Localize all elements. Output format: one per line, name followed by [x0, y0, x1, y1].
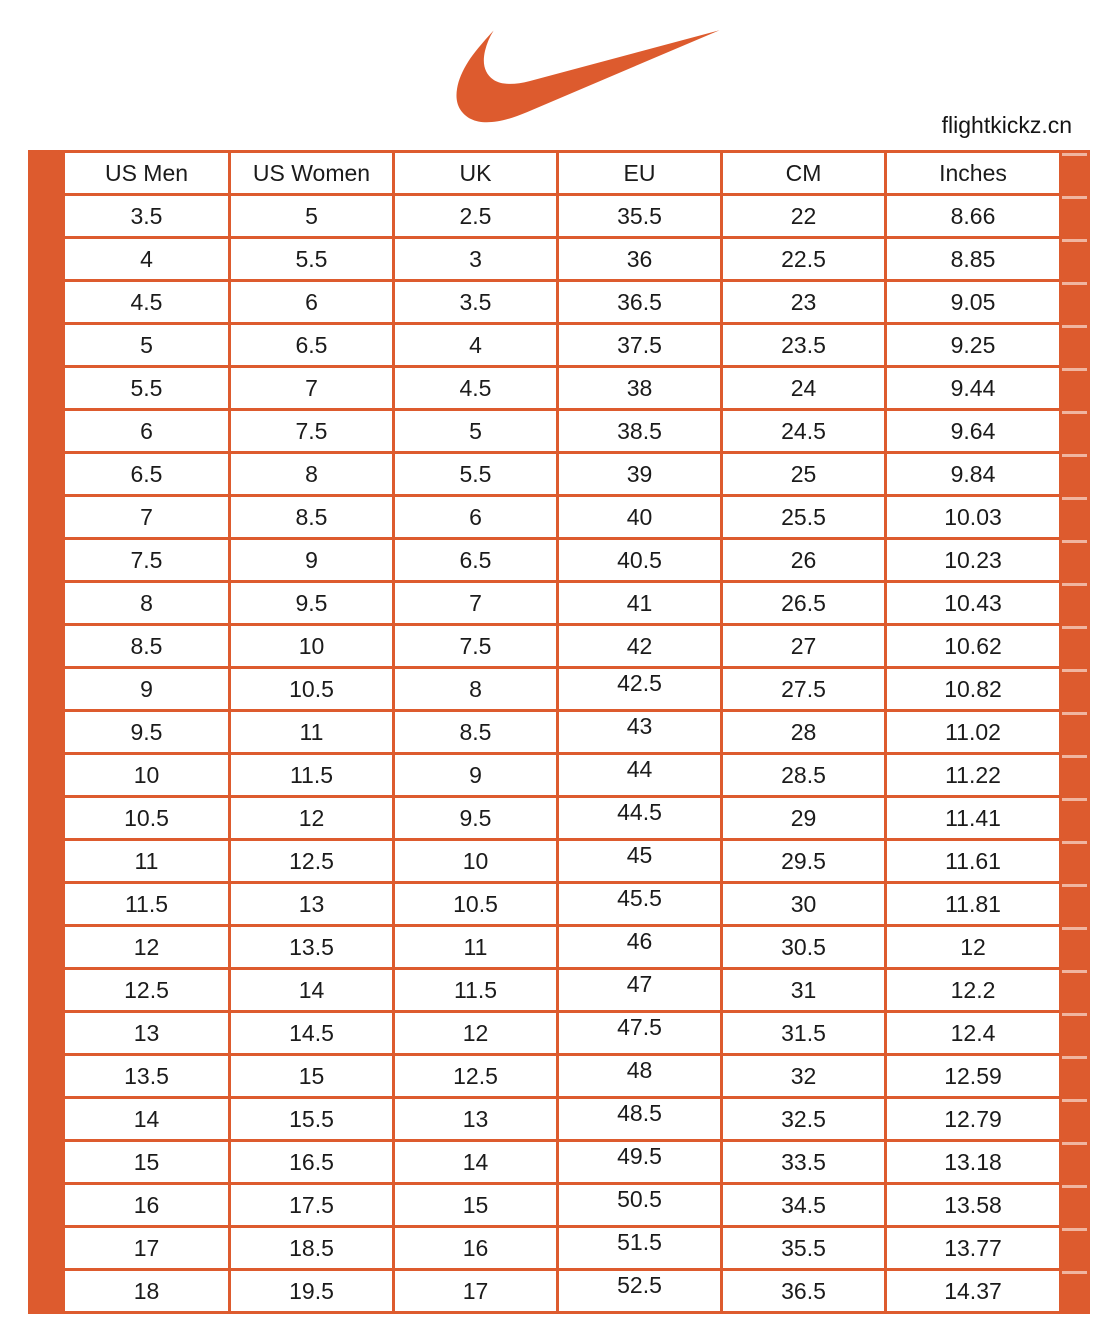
table-cell: 5 — [230, 195, 394, 238]
table-cell: 44.5 — [558, 797, 722, 840]
table-cell: 12 — [394, 1012, 558, 1055]
table-cell: 4 — [394, 324, 558, 367]
table-cell: 14 — [394, 1141, 558, 1184]
table-cell: 11.5 — [64, 883, 230, 926]
right-accent-bar — [1061, 668, 1089, 711]
left-accent-bar — [30, 1270, 64, 1313]
table-cell: 28.5 — [722, 754, 886, 797]
table-cell: 9.05 — [886, 281, 1061, 324]
table-cell: 9.84 — [886, 453, 1061, 496]
table-cell: 18.5 — [230, 1227, 394, 1270]
table-cell: 4.5 — [64, 281, 230, 324]
table-cell: 37.5 — [558, 324, 722, 367]
table-cell: 49.5 — [558, 1141, 722, 1184]
right-accent-bar — [1061, 840, 1089, 883]
table-cell: 4 — [64, 238, 230, 281]
table-body — [30, 195, 1089, 1313]
right-accent-bar — [1061, 238, 1089, 281]
table-cell: 10 — [230, 625, 394, 668]
left-accent-bar — [30, 324, 64, 367]
table-cell: 22 — [722, 195, 886, 238]
table-cell: 51.5 — [558, 1227, 722, 1270]
column-header: CM — [722, 152, 886, 195]
table-cell: 35.5 — [558, 195, 722, 238]
table-cell: 41 — [558, 582, 722, 625]
table-cell: 6 — [64, 410, 230, 453]
table-cell: 5 — [394, 410, 558, 453]
table-row — [30, 582, 1089, 625]
table-cell: 4.5 — [394, 367, 558, 410]
table-cell: 16.5 — [230, 1141, 394, 1184]
table-cell: 14.5 — [230, 1012, 394, 1055]
table-row — [30, 883, 1089, 926]
table-cell: 14.37 — [886, 1270, 1061, 1313]
table-row — [30, 496, 1089, 539]
table-cell: 16 — [64, 1184, 230, 1227]
table-cell: 9.44 — [886, 367, 1061, 410]
table-cell: 5.5 — [64, 367, 230, 410]
table-cell: 22.5 — [722, 238, 886, 281]
table-cell: 13.5 — [64, 1055, 230, 1098]
left-accent-bar — [30, 926, 64, 969]
table-cell: 15 — [394, 1184, 558, 1227]
table-row — [30, 969, 1089, 1012]
right-accent-bar — [1061, 195, 1089, 238]
table-row — [30, 453, 1089, 496]
table-cell: 11.41 — [886, 797, 1061, 840]
table-cell: 52.5 — [558, 1270, 722, 1313]
table-cell: 11 — [64, 840, 230, 883]
left-accent-bar — [30, 625, 64, 668]
table-cell: 8.85 — [886, 238, 1061, 281]
table-cell: 26.5 — [722, 582, 886, 625]
table-cell: 39 — [558, 453, 722, 496]
table-cell: 6 — [394, 496, 558, 539]
table-cell: 9.5 — [230, 582, 394, 625]
right-accent-bar — [1061, 883, 1089, 926]
table-cell: 9.64 — [886, 410, 1061, 453]
table-cell: 11.5 — [394, 969, 558, 1012]
table-cell: 10.5 — [394, 883, 558, 926]
table-cell: 24 — [722, 367, 886, 410]
right-accent-bar — [1061, 797, 1089, 840]
table-cell: 12.79 — [886, 1098, 1061, 1141]
column-header: EU — [558, 152, 722, 195]
table-cell: 35.5 — [722, 1227, 886, 1270]
table-cell: 13 — [230, 883, 394, 926]
table-cell: 30 — [722, 883, 886, 926]
table-cell: 8.66 — [886, 195, 1061, 238]
table-cell: 13.5 — [230, 926, 394, 969]
table-cell: 2.5 — [394, 195, 558, 238]
left-accent-bar — [30, 367, 64, 410]
table-cell: 48 — [558, 1055, 722, 1098]
table-cell: 17 — [394, 1270, 558, 1313]
table-cell: 8 — [230, 453, 394, 496]
right-accent-bar — [1061, 926, 1089, 969]
table-cell: 10.03 — [886, 496, 1061, 539]
table-cell: 26 — [722, 539, 886, 582]
table-row — [30, 281, 1089, 324]
table-cell: 12 — [64, 926, 230, 969]
table-cell: 9.25 — [886, 324, 1061, 367]
table-cell: 11.02 — [886, 711, 1061, 754]
table-cell: 6.5 — [64, 453, 230, 496]
table-row — [30, 711, 1089, 754]
table-cell: 10.43 — [886, 582, 1061, 625]
table-cell: 10.5 — [230, 668, 394, 711]
table-row — [30, 1055, 1089, 1098]
table-cell: 29.5 — [722, 840, 886, 883]
table-cell: 10.82 — [886, 668, 1061, 711]
left-accent-bar — [30, 840, 64, 883]
left-accent-bar — [30, 195, 64, 238]
table-cell: 12.5 — [394, 1055, 558, 1098]
table-cell: 3 — [394, 238, 558, 281]
table-row — [30, 797, 1089, 840]
website-url: flightkickz.cn — [941, 112, 1072, 138]
table-cell: 44 — [558, 754, 722, 797]
table-cell: 31.5 — [722, 1012, 886, 1055]
table-cell: 29 — [722, 797, 886, 840]
table-cell: 46 — [558, 926, 722, 969]
table-cell: 50.5 — [558, 1184, 722, 1227]
table-cell: 27.5 — [722, 668, 886, 711]
table-cell: 12 — [230, 797, 394, 840]
right-accent-bar — [1061, 1055, 1089, 1098]
right-accent-bar — [1061, 281, 1089, 324]
right-accent-bar — [1061, 324, 1089, 367]
table-cell: 12.2 — [886, 969, 1061, 1012]
table-cell: 31 — [722, 969, 886, 1012]
left-accent-bar — [30, 453, 64, 496]
table-cell: 13.18 — [886, 1141, 1061, 1184]
right-accent-bar — [1061, 582, 1089, 625]
table-cell: 13 — [394, 1098, 558, 1141]
table-cell: 3.5 — [64, 195, 230, 238]
table-header-row — [30, 152, 1089, 195]
table-cell: 25.5 — [722, 496, 886, 539]
table-cell: 47 — [558, 969, 722, 1012]
table-cell: 36.5 — [558, 281, 722, 324]
left-accent-bar — [30, 1012, 64, 1055]
left-accent-bar — [30, 1227, 64, 1270]
table-row — [30, 539, 1089, 582]
table-cell: 12.4 — [886, 1012, 1061, 1055]
right-accent-bar — [1061, 367, 1089, 410]
left-accent-bar — [30, 281, 64, 324]
right-accent-bar — [1061, 1012, 1089, 1055]
table-cell: 8 — [394, 668, 558, 711]
table-cell: 19.5 — [230, 1270, 394, 1313]
table-cell: 43 — [558, 711, 722, 754]
table-cell: 5.5 — [230, 238, 394, 281]
right-accent-bar — [1061, 1184, 1089, 1227]
table-cell: 11.22 — [886, 754, 1061, 797]
right-accent-bar — [1061, 754, 1089, 797]
column-header: Inches — [886, 152, 1061, 195]
right-accent-bar — [1061, 711, 1089, 754]
table-cell: 5 — [64, 324, 230, 367]
table-cell: 13.77 — [886, 1227, 1061, 1270]
table-cell: 9.5 — [394, 797, 558, 840]
table-cell: 45.5 — [558, 883, 722, 926]
left-accent-bar — [30, 496, 64, 539]
table-cell: 10.5 — [64, 797, 230, 840]
table-cell: 9 — [64, 668, 230, 711]
left-accent-bar — [30, 539, 64, 582]
right-accent-bar — [1061, 1227, 1089, 1270]
right-accent-bar — [1061, 1141, 1089, 1184]
table-cell: 36.5 — [722, 1270, 886, 1313]
right-accent-bar — [1061, 1098, 1089, 1141]
table-cell: 6.5 — [394, 539, 558, 582]
table-row — [30, 195, 1089, 238]
table-cell: 8 — [64, 582, 230, 625]
table-cell: 27 — [722, 625, 886, 668]
table-cell: 25 — [722, 453, 886, 496]
table-cell: 17 — [64, 1227, 230, 1270]
table-cell: 42 — [558, 625, 722, 668]
left-accent-bar — [30, 668, 64, 711]
size-conversion-table — [28, 150, 1090, 1314]
left-accent-bar — [30, 582, 64, 625]
left-accent-bar — [30, 1098, 64, 1141]
right-accent-bar — [1061, 453, 1089, 496]
table-cell: 48.5 — [558, 1098, 722, 1141]
table-cell: 7.5 — [64, 539, 230, 582]
left-accent-bar — [30, 711, 64, 754]
table-cell: 6 — [230, 281, 394, 324]
table-cell: 10 — [394, 840, 558, 883]
table-cell: 11.5 — [230, 754, 394, 797]
table-cell: 14 — [230, 969, 394, 1012]
table-cell: 47.5 — [558, 1012, 722, 1055]
table-cell: 8.5 — [64, 625, 230, 668]
table-cell: 23.5 — [722, 324, 886, 367]
table-cell: 36 — [558, 238, 722, 281]
table-cell: 42.5 — [558, 668, 722, 711]
table-cell: 9 — [230, 539, 394, 582]
table-cell: 8.5 — [230, 496, 394, 539]
right-accent-bar — [1061, 539, 1089, 582]
right-accent-bar — [1061, 1270, 1089, 1313]
table-cell: 13.58 — [886, 1184, 1061, 1227]
table-cell: 28 — [722, 711, 886, 754]
table-cell: 33.5 — [722, 1141, 886, 1184]
table-cell: 10 — [64, 754, 230, 797]
table-cell: 40 — [558, 496, 722, 539]
table-cell: 11 — [394, 926, 558, 969]
table-cell: 24.5 — [722, 410, 886, 453]
table-cell: 7.5 — [230, 410, 394, 453]
table-cell: 11.81 — [886, 883, 1061, 926]
table-cell: 15 — [230, 1055, 394, 1098]
table-cell: 11 — [230, 711, 394, 754]
table-row — [30, 625, 1089, 668]
table-cell: 3.5 — [394, 281, 558, 324]
table-cell: 12 — [886, 926, 1061, 969]
left-accent-bar — [30, 969, 64, 1012]
left-accent-bar — [30, 754, 64, 797]
table-cell: 17.5 — [230, 1184, 394, 1227]
left-accent-bar — [30, 410, 64, 453]
left-accent-bar — [30, 1184, 64, 1227]
table-row — [30, 324, 1089, 367]
table-row — [30, 1012, 1089, 1055]
left-accent-bar — [30, 1055, 64, 1098]
table-row — [30, 238, 1089, 281]
left-accent-bar — [30, 152, 64, 195]
table-row — [30, 668, 1089, 711]
table-cell: 9 — [394, 754, 558, 797]
right-accent-bar — [1061, 496, 1089, 539]
table-cell: 45 — [558, 840, 722, 883]
table-cell: 9.5 — [64, 711, 230, 754]
table-row — [30, 1141, 1089, 1184]
table-cell: 23 — [722, 281, 886, 324]
table-cell: 32.5 — [722, 1098, 886, 1141]
left-accent-bar — [30, 1141, 64, 1184]
table-cell: 7 — [230, 367, 394, 410]
table-row — [30, 840, 1089, 883]
nike-swoosh-icon — [455, 28, 721, 125]
table-row — [30, 1098, 1089, 1141]
table-cell: 7 — [64, 496, 230, 539]
table-cell: 13 — [64, 1012, 230, 1055]
left-accent-bar — [30, 238, 64, 281]
table-row — [30, 1270, 1089, 1313]
table-cell: 38.5 — [558, 410, 722, 453]
table-cell: 38 — [558, 367, 722, 410]
table-cell: 8.5 — [394, 711, 558, 754]
table-cell: 30.5 — [722, 926, 886, 969]
table-cell: 18 — [64, 1270, 230, 1313]
table-cell: 12.59 — [886, 1055, 1061, 1098]
table-cell: 12.5 — [230, 840, 394, 883]
left-accent-bar — [30, 883, 64, 926]
left-accent-bar — [30, 797, 64, 840]
table-cell: 5.5 — [394, 453, 558, 496]
table-row — [30, 367, 1089, 410]
table-row — [30, 1184, 1089, 1227]
table-cell: 7.5 — [394, 625, 558, 668]
table-cell: 32 — [722, 1055, 886, 1098]
table-cell: 11.61 — [886, 840, 1061, 883]
table-cell: 40.5 — [558, 539, 722, 582]
table-row — [30, 754, 1089, 797]
table-cell: 10.62 — [886, 625, 1061, 668]
table-cell: 7 — [394, 582, 558, 625]
table-cell: 34.5 — [722, 1184, 886, 1227]
right-accent-bar — [1061, 969, 1089, 1012]
table-row — [30, 926, 1089, 969]
table-cell: 14 — [64, 1098, 230, 1141]
table-cell: 6.5 — [230, 324, 394, 367]
table-cell: 15 — [64, 1141, 230, 1184]
right-accent-bar — [1061, 410, 1089, 453]
table-cell: 10.23 — [886, 539, 1061, 582]
table-cell: 12.5 — [64, 969, 230, 1012]
column-header: US Men — [64, 152, 230, 195]
table-row — [30, 410, 1089, 453]
column-header: UK — [394, 152, 558, 195]
column-header: US Women — [230, 152, 394, 195]
table-cell: 15.5 — [230, 1098, 394, 1141]
right-accent-bar — [1061, 625, 1089, 668]
table-cell: 16 — [394, 1227, 558, 1270]
right-accent-bar — [1061, 152, 1089, 195]
table-row — [30, 1227, 1089, 1270]
